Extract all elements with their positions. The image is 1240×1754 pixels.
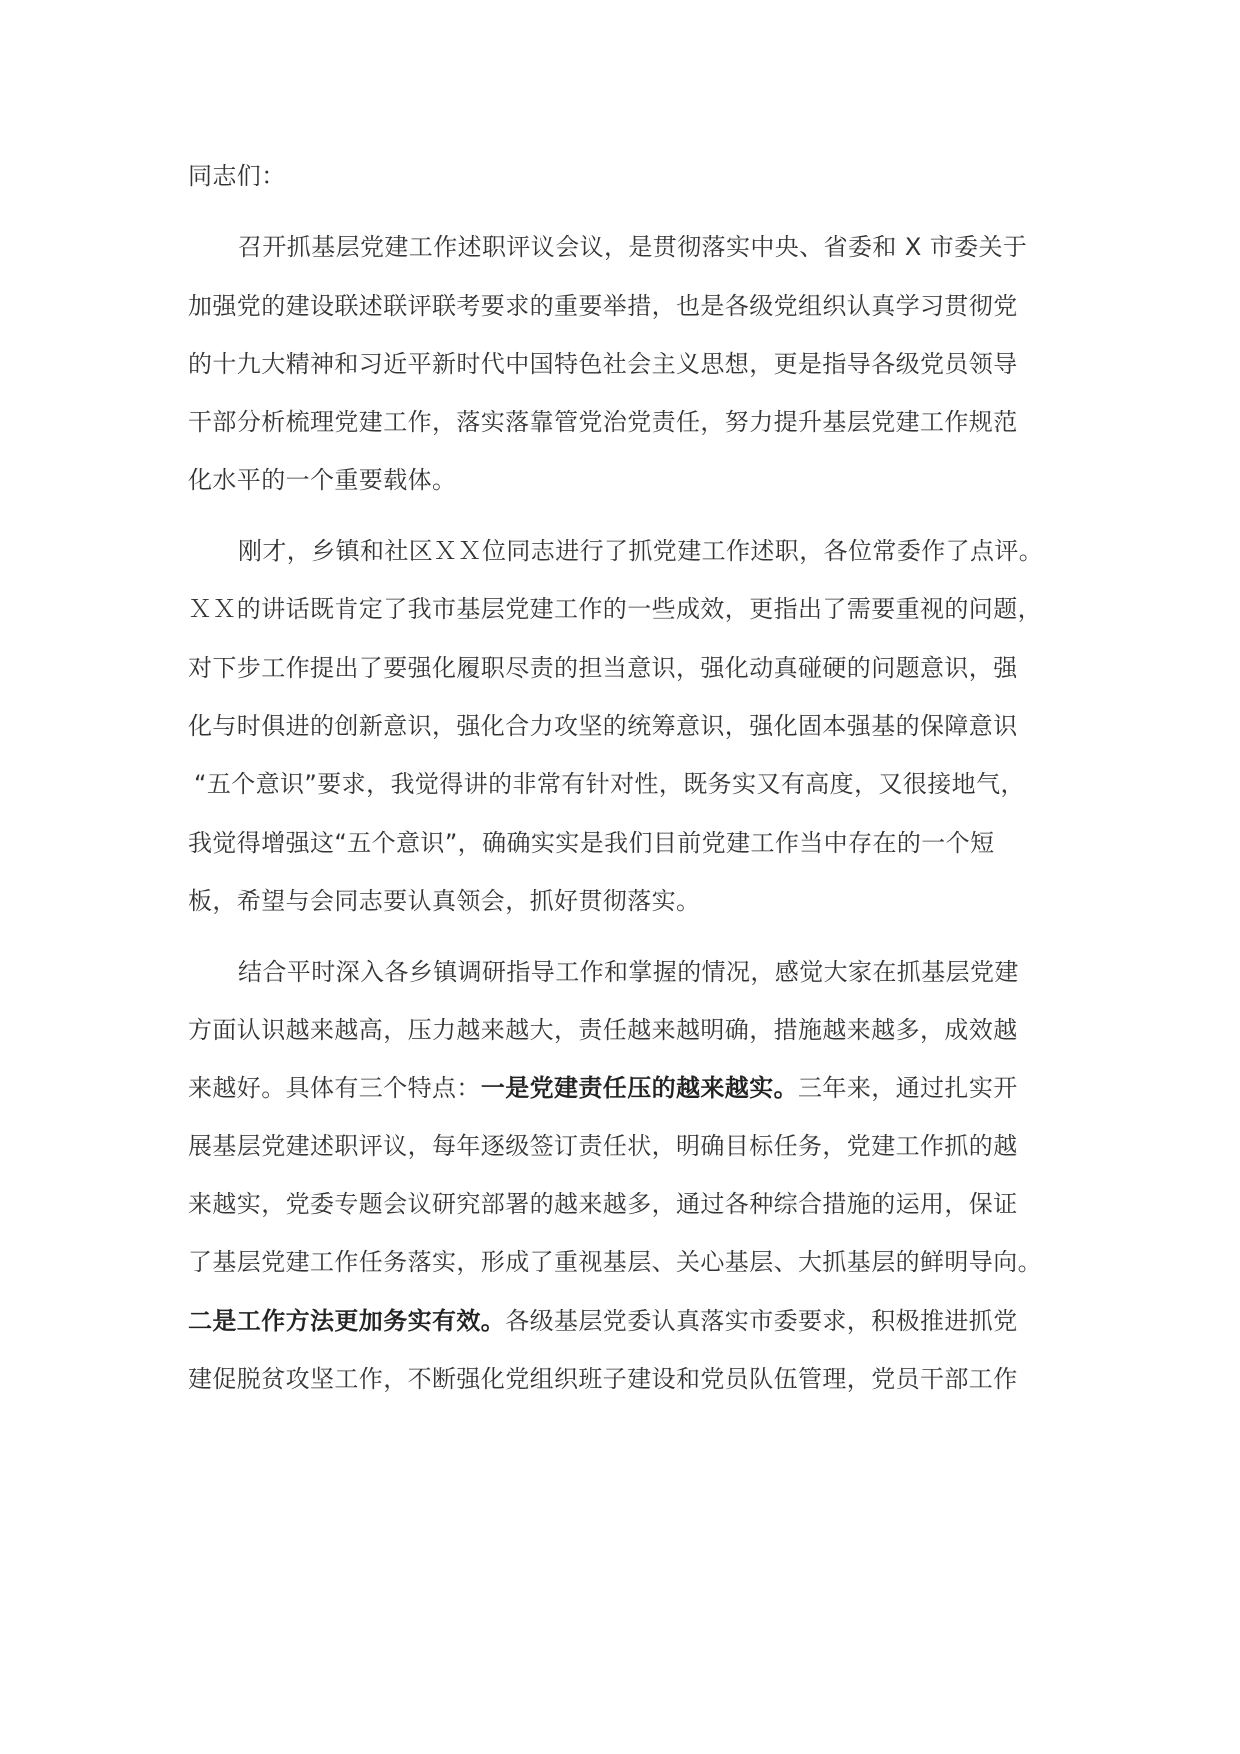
- paragraph-1-line-1: 召开抓基层党建工作述职评议会议，是贯彻落实中央、省委和 X 市委关于: [238, 233, 1028, 261]
- paragraph-3-line-1: 结合平时深入各乡镇调研指导工作和掌握的情况，感觉大家在抓基层党建: [238, 958, 1019, 986]
- paragraph-2-line-1: 刚才，乡镇和社区ＸＸ位同志进行了抓党建工作述职，各位常委作了点评。: [238, 537, 1044, 565]
- paragraph-1-line-4: 干部分析梳理党建工作，落实落靠管党治党责任，努力提升基层党建工作规范: [188, 408, 1018, 436]
- paragraph-3-line-3: [188, 1068, 1058, 1108]
- paragraph-2-line-4: 化与时俱进的创新意识，强化合力攻坚的统筹意识，强化固本强基的保障意识: [188, 712, 1018, 740]
- line-text: 三年来，通过扎实开: [798, 1074, 1018, 1102]
- paragraph-3-line-6: 了基层党建工作任务落实，形成了重视基层、关心基层、大抓基层的鲜明导向。: [188, 1248, 1042, 1276]
- paragraph-2-line-3: 对下步工作提出了要强化履职尽责的担当意识，强化动真碰硬的问题意识，强: [188, 654, 1018, 682]
- paragraph-2-line-7: 板，希望与会同志要认真领会，抓好贯彻落实。: [188, 887, 701, 915]
- paragraph-1-line-2: 加强党的建设联述联评联考要求的重要举措，也是各级党组织认真学习贯彻党: [188, 292, 1018, 320]
- paragraph-3-line-7: [188, 1301, 1058, 1341]
- paragraph-2-line-2: ＸＸ的讲话既肯定了我市基层党建工作的一些成效，更指出了需要重视的问题，: [188, 595, 1042, 623]
- paragraph-3-line-8: 建促脱贫攻坚工作，不断强化党组织班子建设和党员队伍管理，党员干部工作: [188, 1365, 1018, 1393]
- paragraph-1-line-5: 化水平的一个重要载体。: [188, 466, 457, 494]
- paragraph-2-line-5: “五个意识”要求，我觉得讲的非常有针对性，既务实又有高度，又很接地气，: [194, 770, 1025, 798]
- paragraph-3-line-5: 来越实，党委专题会议研究部署的越来越多，通过各种综合措施的运用，保证: [188, 1190, 1018, 1218]
- point-two-heading: 二是工作方法更加务实有效。: [188, 1307, 506, 1335]
- point-one-heading: 一是党建责任压的越来越实。: [480, 1074, 799, 1102]
- paragraph-1-line-3: 的十九大精神和习近平新时代中国特色社会主义思想，更是指导各级党员领导: [188, 350, 1018, 378]
- line-text: 来越好。具体有三个特点：: [188, 1074, 481, 1102]
- greeting: 同志们：: [188, 162, 286, 190]
- paragraph-3-line-2: 方面认识越来越高，压力越来越大，责任越来越明确，措施越来越多，成效越: [188, 1016, 1018, 1044]
- line-text: 各级基层党委认真落实市委要求，积极推进抓党: [505, 1307, 1018, 1335]
- paragraph-3-line-4: 展基层党建述职评议，每年逐级签订责任状，明确目标任务，党建工作抓的越: [188, 1132, 1018, 1160]
- paragraph-2-line-6: 我觉得增强这“五个意识”，确确实实是我们目前党建工作当中存在的一个短: [188, 829, 995, 857]
